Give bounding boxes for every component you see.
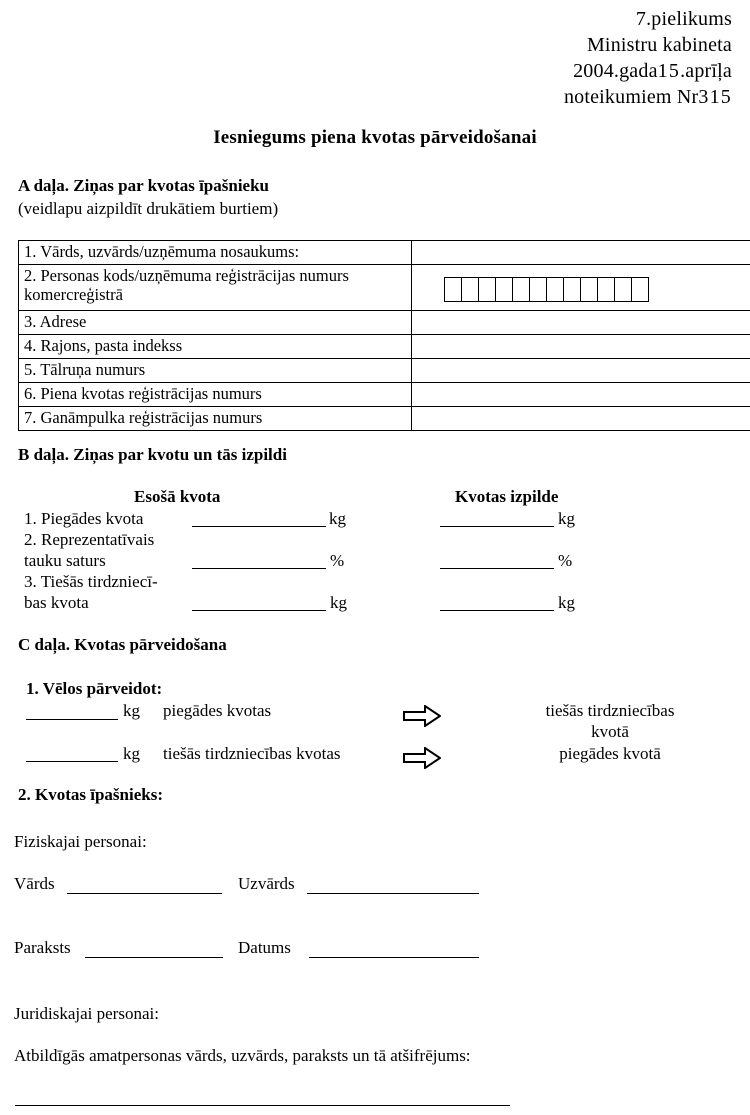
uzvards-input-line[interactable]: [307, 893, 479, 894]
digit-box[interactable]: [614, 277, 632, 302]
header-line-1: 7.pielikums: [635, 8, 732, 30]
row-label: 5. Tālruņa numurs: [19, 359, 412, 383]
conversion-1-from: piegādes kvotas: [163, 701, 272, 720]
uzvards-label: Uzvārds: [238, 874, 295, 893]
digit-box[interactable]: [444, 277, 462, 302]
digit-box[interactable]: [631, 277, 649, 302]
document-header: [564, 6, 732, 110]
header-date-suffix: .aprīļa: [680, 60, 732, 82]
row-value[interactable]: [412, 383, 750, 407]
conversion-1-unit: kg: [123, 701, 140, 720]
part-b-row2-label-line1: 2. Reprezentatīvais: [24, 530, 155, 549]
part-c-heading: C daļa. Kvotas pārveidošana: [18, 635, 227, 654]
row-value[interactable]: [412, 241, 750, 265]
datums-input-line[interactable]: [309, 957, 479, 958]
conversion-2-to-line1: piegādes kvotā: [559, 744, 661, 763]
row-label: 3. Adrese: [19, 311, 412, 335]
row-value[interactable]: [412, 359, 750, 383]
header-date-prefix: 2004.gada: [573, 60, 658, 82]
vards-label: Vārds: [14, 874, 55, 893]
row-label: 4. Rajons, pasta indekss: [19, 335, 412, 359]
table-row: [19, 241, 750, 265]
digit-box[interactable]: [478, 277, 496, 302]
part-b-row3-unit2: kg: [558, 593, 575, 612]
right-arrow-icon: [403, 747, 441, 769]
table-row: [19, 383, 750, 407]
part-b-row1-label: 1. Piegādes kvota: [24, 509, 144, 528]
part-a-heading: A daļa. Ziņas par kvotas īpašnieku: [18, 176, 269, 195]
page-title: Iesniegums piena kvotas pārveidošanai: [213, 127, 537, 148]
table-row: [19, 407, 750, 431]
row-value[interactable]: [412, 335, 750, 359]
table-row: [19, 359, 750, 383]
right-arrow-icon: [403, 705, 441, 727]
conversion-1-value-line[interactable]: [26, 719, 118, 720]
digit-box[interactable]: [461, 277, 479, 302]
official-signature-line[interactable]: [15, 1105, 510, 1106]
part-b-row1-unit2: kg: [558, 509, 575, 528]
part-b-row3-value1-line[interactable]: [192, 610, 326, 611]
paraksts-input-line[interactable]: [85, 957, 223, 958]
row-label: 1. Vārds, uzvārds/uzņēmuma nosaukums:: [19, 241, 412, 265]
conversion-1-to-line2: kvotā: [591, 722, 629, 741]
row-value[interactable]: [412, 407, 750, 431]
part-c-item1-heading: 1. Vēlos pārveidot:: [26, 679, 163, 698]
owner-info-table: [18, 240, 750, 431]
legal-person-label: Juridiskajai personai:: [14, 1004, 159, 1023]
conversion-2-value-line[interactable]: [26, 761, 118, 762]
row-value[interactable]: [412, 311, 750, 335]
conversion-2-unit: kg: [123, 744, 140, 763]
digit-box[interactable]: [529, 277, 547, 302]
part-b-row2-unit2: %: [558, 551, 573, 570]
digit-box[interactable]: [495, 277, 513, 302]
header-line-3: [564, 58, 732, 84]
part-b-col2-header: Kvotas izpilde: [455, 487, 559, 506]
header-line-4: [564, 84, 732, 110]
header-date-day: 15: [657, 60, 681, 82]
part-b-row1-value2-line[interactable]: [440, 526, 554, 527]
table-row: [19, 335, 750, 359]
part-b-row1-value1-line[interactable]: [192, 526, 326, 527]
part-c-item2-heading: 2. Kvotas īpašnieks:: [18, 785, 163, 804]
part-b-row3-label-line1: 3. Tiešās tirdzniecī-: [24, 572, 158, 591]
row-label: 2. Personas kods/uzņēmuma reģistrācijas numurs komercreģistrā: [19, 265, 412, 311]
part-b-row3-label-line2: bas kvota: [24, 593, 89, 612]
part-b-row2-label-line2: tauku saturs: [24, 551, 106, 570]
digit-box[interactable]: [580, 277, 598, 302]
part-b-row3-value2-line[interactable]: [440, 610, 554, 611]
vards-input-line[interactable]: [67, 893, 222, 894]
part-b-row2-value1-line[interactable]: [192, 568, 326, 569]
part-b-row2-value2-line[interactable]: [440, 568, 554, 569]
digit-box[interactable]: [563, 277, 581, 302]
digit-box[interactable]: [546, 277, 564, 302]
personal-code-digit-boxes[interactable]: [444, 277, 648, 302]
row-label: 6. Piena kvotas reģistrācijas numurs: [19, 383, 412, 407]
natural-person-label: Fiziskajai personai:: [14, 832, 147, 851]
conversion-1-to-line1: tiešās tirdzniecības: [545, 701, 675, 720]
official-signature-label: Atbildīgās amatpersonas vārds, uzvārds, paraksts un tā atšifrējums:: [14, 1046, 471, 1065]
header-reg-number: 315: [698, 86, 732, 108]
table-row: [19, 311, 750, 335]
row-label: 7. Ganāmpulka reģistrācijas numurs: [19, 407, 412, 431]
part-b-col1-header: Esošā kvota: [134, 487, 221, 506]
part-b-heading: B daļa. Ziņas par kvotu un tās izpildi: [18, 445, 287, 464]
part-a-note: (veidlapu aizpildīt drukātiem burtiem): [18, 199, 279, 218]
part-b-row2-unit1: %: [330, 551, 345, 570]
part-b-row1-unit1: kg: [329, 509, 346, 528]
conversion-2-from: tiešās tirdzniecības kvotas: [163, 744, 341, 763]
digit-box[interactable]: [597, 277, 615, 302]
part-b-row3-unit1: kg: [330, 593, 347, 612]
paraksts-label: Paraksts: [14, 938, 71, 957]
header-line-2: Ministru kabineta: [586, 34, 732, 56]
header-reg-prefix: noteikumiem Nr: [563, 86, 699, 108]
digit-box[interactable]: [512, 277, 530, 302]
datums-label: Datums: [238, 938, 291, 957]
